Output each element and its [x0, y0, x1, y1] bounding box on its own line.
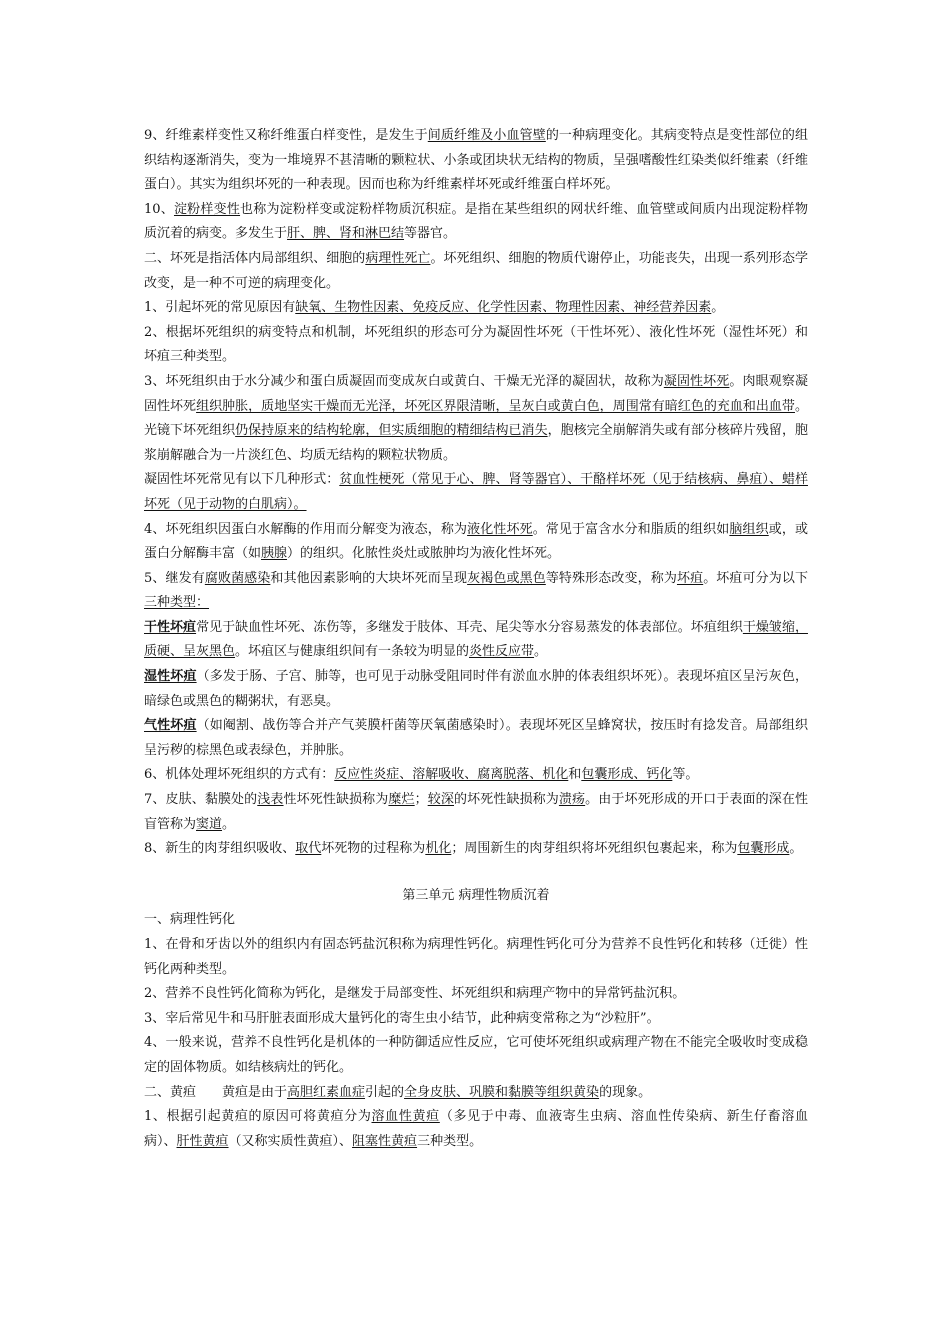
text-run: 7、皮肤、黏膜处的	[144, 792, 258, 808]
paragraph	[144, 1007, 808, 1032]
paragraph	[144, 1031, 808, 1080]
paragraph	[144, 933, 808, 982]
text-run: 引起的	[365, 1084, 405, 1100]
underlined-term: 气性坏疽	[144, 718, 197, 734]
underlined-term: 凝固性坏死	[663, 373, 730, 389]
underlined-term: 干燥皱缩，质硬、呈灰黑色	[144, 619, 808, 660]
text-run: 一、病理性钙化	[144, 912, 236, 928]
text-run: 。常见于富含水分和脂质的组织如	[532, 521, 730, 537]
underlined-term: 糜烂	[388, 792, 415, 808]
text-run: 或，或蛋白分解酶丰富（如	[144, 521, 808, 562]
document-page	[144, 124, 808, 1154]
paragraph	[144, 714, 808, 763]
paragraph	[144, 908, 808, 933]
underlined-term: 高胆红素血症	[287, 1084, 366, 1100]
text-run: 凝固性坏死常见有以下几种形式：	[144, 472, 340, 488]
text-run: 3、坏死组织由于水分减少和蛋白质凝固而变成灰白或黄白、干燥无光泽的凝固状，故称为	[144, 373, 664, 389]
text-run: 。坏死组织、细胞的物质代谢停止，功能丧失，出现一系列形态学改变，是一种不可逆的病理变化。	[144, 250, 808, 291]
underlined-term: 肝、脾、肾和淋巴结	[287, 226, 405, 242]
text-run: 10、	[144, 201, 174, 217]
text-run: 等器官。	[404, 226, 457, 242]
paragraph	[144, 788, 808, 837]
text-run: 1、在骨和牙齿以外的组织内有固态钙盐沉积称为病理性钙化。病理性钙化可分为营养不良性钙化和转移（迁徙）性钙化两种类型。	[144, 937, 808, 977]
text-run: 。肉眼观察凝固性坏死	[144, 373, 808, 414]
text-run: 4、一般来说，营养不良性钙化是机体的一种防御适应性反应，它可使坏死组织或病理产物在不能完全吸收时变成稳定的固体物质。如结核病灶的钙化。	[144, 1035, 808, 1075]
text-run: 和	[568, 767, 582, 783]
paragraph	[144, 247, 808, 296]
underlined-term: 取代	[295, 841, 322, 857]
paragraph	[144, 567, 808, 616]
paragraph	[144, 665, 808, 714]
text-run: 的坏死性缺损称为	[454, 792, 559, 808]
underlined-term: 三种类型：	[144, 595, 210, 611]
underlined-term: 全身皮肤、巩膜和黏膜等组织黄染	[404, 1084, 600, 1100]
paragraph	[144, 616, 808, 665]
underlined-term: 溃疡	[558, 792, 586, 808]
text-run: 的一种病理变化。其病变特点是变性部位的组织结构逐渐消失，变为一堆境界不甚清晰的颗粒状、小条或团块状无结构的物质，呈强嗜酸性红染类似纤维素（纤维蛋白）。其实为组织坏死的一种表现。因而也称为纤维素样坏死或纤维蛋白样坏死。	[144, 128, 808, 193]
text-run: 第三单元 病理性物质沉着	[402, 887, 550, 903]
underlined-term: 贫血性梗死（常见于心、脾、肾等器官）、干酪样坏死（见于结核病、鼻疽）、蜡样坏死（见于动物的白肌病）。	[144, 472, 808, 512]
text-run: 5、继发有	[144, 570, 205, 586]
text-run: 1、根据引起黄疸的原因可将黄疸分为	[144, 1109, 372, 1125]
text-run: 。	[534, 644, 548, 660]
underlined-term: 组织肿胀，质地坚实干燥而无光泽，坏死区界限清晰，呈灰白或黄白色，周围常有暗红色的充血和出血带	[196, 398, 795, 414]
text-run: （多见于中毒、血液寄生虫病、溶血性传染病、新生仔畜溶血病）、	[144, 1109, 808, 1149]
paragraph	[144, 124, 808, 198]
underlined-term: 仍保持原来的结构轮廓，但实质细胞的精细结构已消失	[235, 423, 548, 439]
paragraph	[144, 1081, 808, 1106]
text-run: （如阉割、战伤等合并产气荚膜杆菌等厌氧菌感染时）。表现坏死区呈蜂窝状，按压时有捻发音。局部组织呈污秽的棕黑色或表绿色，并肿胀。	[144, 718, 808, 758]
paragraph	[144, 518, 808, 567]
text-run: 2、根据坏死组织的病变特点和机制，坏死组织的形态可分为凝固性坏死（干性坏死）、液化性坏死（湿性坏死）和坏疽三种类型。	[144, 324, 808, 365]
underlined-term: 淀粉样变性	[173, 201, 241, 217]
underlined-term: 肝性黄疸	[176, 1133, 229, 1149]
text-run: 。光镜下坏死组织	[144, 398, 808, 439]
underlined-term: 干性坏疽	[144, 619, 197, 635]
text-run: ；	[414, 792, 428, 808]
underlined-term: 炎性反应带	[469, 644, 535, 660]
paragraph	[144, 1105, 808, 1154]
text-run: 。	[711, 300, 725, 316]
text-run: 。	[222, 816, 236, 832]
text-run: 等。	[672, 767, 699, 783]
text-run: 二、黄疸 黄疸是由于	[144, 1084, 288, 1100]
text-run: 二、坏死是指活体内局部组织、细胞的	[144, 250, 366, 266]
text-run: 6、机体处理坏死组织的方式有：	[144, 767, 335, 783]
text-run: 三种类型。	[417, 1133, 483, 1149]
text-run: （多发于肠、子宫、肺等，也可见于动脉受阻同时伴有淤血水肿的体表组织坏死）。表现坏疽区呈污灰色，暗绿色或黑色的糊粥状，有恶臭。	[144, 669, 808, 709]
section-title	[144, 884, 808, 909]
paragraph	[144, 763, 808, 788]
text-run: ，胞核完全崩解消失或有部分核碎片残留，胞浆崩解融合为一片淡红色、均质无结构的颗粒状物质。	[144, 423, 808, 463]
text-run: 和其他因素影响的大块坏死而呈现	[270, 570, 468, 586]
underlined-term: 脑组织	[729, 521, 769, 537]
underlined-term: 湿性坏疽	[144, 669, 197, 685]
text-run: 。坏疽可分为以下	[703, 570, 808, 586]
paragraph	[144, 198, 808, 247]
underlined-term: 浅表	[257, 792, 284, 808]
underlined-term: 间质纤维及小血管壁	[427, 128, 546, 143]
underlined-term: 坏疽	[676, 570, 704, 586]
paragraph	[144, 982, 808, 1007]
underlined-term: 反应性炎症、溶解吸收、腐离脱落、机化	[334, 767, 569, 783]
underlined-term: 病理性死亡	[365, 250, 431, 266]
text-run: 4、坏死组织因蛋白水解酶的作用而分解变为液态，称为	[144, 521, 468, 537]
paragraph	[144, 370, 808, 468]
paragraph	[144, 468, 808, 517]
underlined-term: 灰褐色或黑色	[467, 570, 546, 586]
underlined-term: 机化	[425, 841, 452, 857]
text-run: 8、新生的肉芽组织吸收、	[144, 841, 296, 857]
text-run: 1、引起坏死的常见原因有	[144, 300, 296, 316]
text-run: （又称实质性黄疸）、	[228, 1133, 353, 1149]
text-run: 3、宰后常见牛和马肝脏表面形成大量钙化的寄生虫小结节，此种病变常称之为“沙粒肝”。	[144, 1010, 660, 1026]
underlined-term: 腐败菌感染	[204, 570, 271, 586]
underlined-term: 窦道	[196, 816, 223, 832]
text-run: 常见于缺血性坏死、冻伤等，多继发于肢体、耳壳、尾尖等水分容易蒸发的体表部位。坏疽组织	[196, 619, 743, 635]
underlined-term: 阻塞性黄疸	[352, 1133, 418, 1149]
text-run: 。	[789, 841, 803, 857]
underlined-term: 溶血性黄疸	[371, 1109, 440, 1125]
paragraph	[144, 296, 808, 321]
text-run: 坏死物的过程称为	[321, 841, 426, 857]
text-run: 的现象。	[599, 1084, 652, 1100]
underlined-term: 胰腺	[261, 546, 288, 562]
underlined-term: 包囊形成	[737, 841, 790, 857]
paragraph	[144, 321, 808, 370]
text-run: 9、纤维素样变性又称纤维蛋白样变性，是发生于	[144, 128, 428, 143]
text-run: 性坏死性缺损称为	[283, 792, 389, 808]
text-run: 也称为淀粉样变或淀粉样物质沉积症。是指在某些组织的网状纤维、血管壁或间质内出现淀粉样物质沉着的病变。多发生于	[144, 201, 808, 242]
text-run: 2、营养不良性钙化简称为钙化，是继发于局部变性、坏死组织和病理产物中的异常钙盐沉积。	[144, 986, 686, 1002]
underlined-term: 包囊形成、钙化	[581, 767, 673, 783]
text-run: 。由于坏死形成的开口于表面的深在性盲管称为	[144, 792, 808, 832]
text-run: ）的组织。化脓性炎灶或脓肿均为液化性坏死。	[287, 546, 561, 562]
underlined-term: 缺氧、生物性因素、免疫反应、化学性因素、物理性因素、神经营养因素	[295, 300, 712, 316]
underlined-term: 液化性坏死	[467, 521, 533, 537]
text-run: 。坏疽区与健康组织间有一条较为明显的	[235, 644, 470, 660]
underlined-term: 较深	[427, 792, 455, 808]
paragraph	[144, 837, 808, 862]
text-run: 等特殊形态改变，称为	[545, 570, 677, 586]
text-run: ；周围新生的肉芽组织将坏死组织包裹起来，称为	[451, 841, 738, 857]
